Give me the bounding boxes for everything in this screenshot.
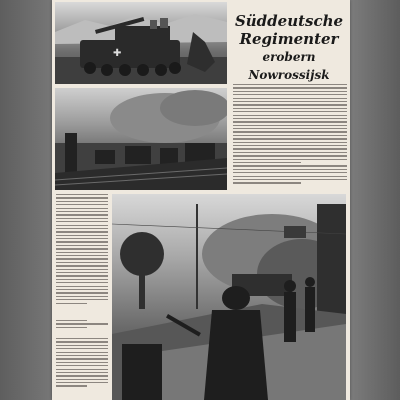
headline-line2: Regimenter: [239, 30, 339, 48]
photo-street-soldiers: [112, 194, 346, 400]
photo-credit: [56, 320, 108, 330]
background-right: [350, 0, 400, 400]
headline: [230, 12, 348, 84]
article-body-column: [233, 84, 347, 186]
magazine-page: [52, 0, 350, 400]
background-left: [0, 0, 52, 400]
photo-burning-town: [55, 88, 227, 190]
headline-line3: erobern Nowrossijsk: [248, 50, 330, 82]
svg-text:✚: ✚: [113, 48, 122, 59]
photo-assault-gun: [55, 2, 227, 84]
article-bottom-column: [56, 338, 108, 389]
article-left-column: [56, 194, 108, 306]
headline-line1: Süddeutsche: [234, 12, 344, 30]
